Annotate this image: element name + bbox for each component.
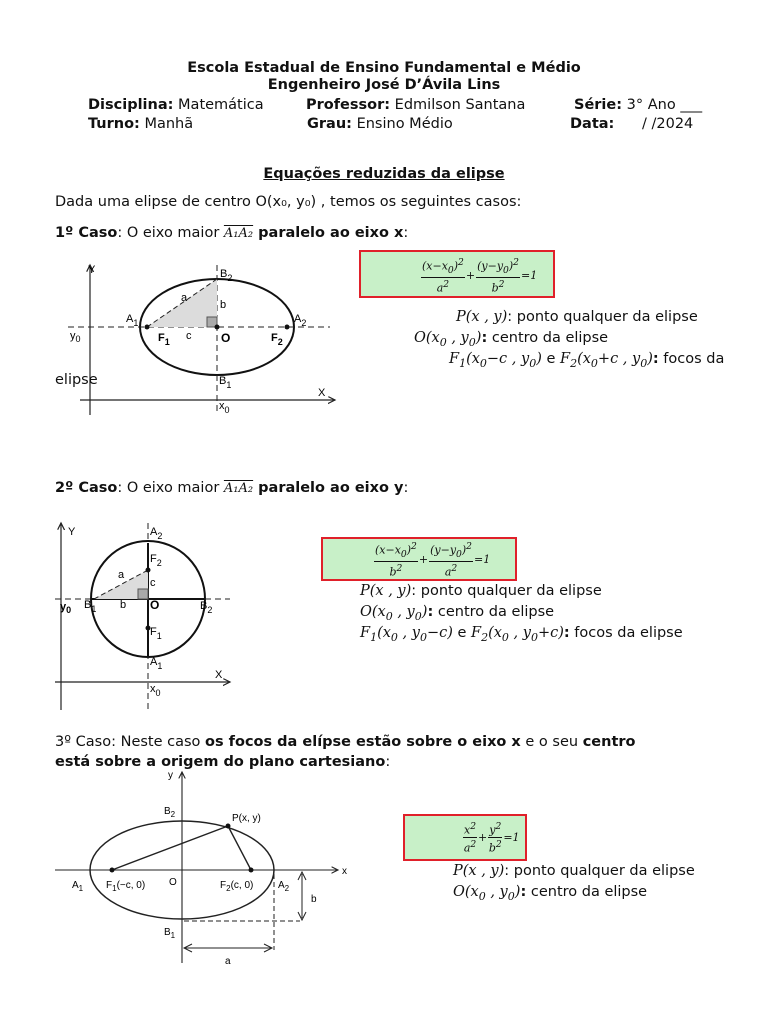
school-name: Escola Estadual de Ensino Fundamental e Médio [187,60,581,76]
case1-equation: $\frac{(x-x_0)^2}{a^2}$ + $\frac{(y-y_0)^2}{b^2}$ =1 [422,256,538,295]
case1-center-desc: $O(x_0$ , $y_0$): centro da elipse [414,330,609,349]
label-p: P(x, y) [232,813,261,824]
case2-foci-desc: $F_1(x_0$ , $y_0-c$) e $F_2(x_0$ , $y_0+c$): focos da elipse [360,625,683,644]
label-o: O [169,877,177,888]
case1-axis: A₁A₂ [223,226,254,241]
serie-value: 3° Ano ___ [626,97,703,113]
professor-value: Edmilson Santana [394,97,526,113]
case3-center-desc: $O(x_0$ , $y_0$): centro da elipse [453,884,648,903]
intro-text: Dada uma elipse de centro O(x₀, y₀) , temos os seguintes casos: [55,194,522,210]
case3-heading: 3º Caso: Neste caso os focos da elípse estão sobre o eixo x e o seu centro [55,734,636,750]
label-b: b [120,599,127,611]
case3-heading-line2: está sobre a origem do plano cartesiano: [55,754,391,770]
case2-heading [55,480,408,496]
professor-field [306,97,525,113]
label-o: O [221,331,231,345]
label-a1: $A_1$ [72,880,84,893]
disciplina-value: Matemática [178,97,264,113]
label-b1: $B_1$ [84,599,97,614]
label-y: Y [88,264,96,276]
disciplina-field [88,97,264,113]
case2-axis: A₁A₂ [223,481,254,496]
label-y: Y [68,526,76,538]
case3-point-desc: P(x , y): ponto qualquer da elipse [453,863,695,879]
case2-point-desc: P(x , y): ponto qualquer da elipse [360,583,602,599]
focus-f2 [146,568,151,573]
turno-value: Manhã [144,116,194,132]
title-text: Equações reduzidas da elipse [263,166,505,182]
focus-f2 [249,868,254,873]
serie-label: Série: [574,97,623,113]
label-f2: $F_2(c$, 0) [220,880,254,893]
label-b: b [220,299,227,311]
grau-value: Ensino Médio [356,116,453,132]
label-a2: $A_2$ [278,880,290,893]
label-c: c [150,577,156,589]
case1-parallel: paralelo ao eixo x [253,225,404,241]
case1-label: 1º Caso [55,225,118,241]
case1-point-desc: P(x , y): ponto qualquer da elipse [456,309,698,325]
turno-field [88,116,193,132]
grau-field [307,116,453,132]
label-f1: $F_1$ [158,332,170,347]
case1-text: : O eixo maior [117,225,224,241]
page-title [0,166,768,182]
case2-ellipse-diagram [52,515,242,715]
label-f1: $F_1(-c$, 0) [106,880,146,893]
data-value: / /2024 [642,116,694,132]
label-y0: $y_0$ [70,330,81,344]
label-b: b [311,894,317,905]
label-f2: $F_2$ [150,553,162,568]
label-a: a [118,569,125,581]
label-b1: $B_1$ [164,927,176,940]
label-a2: $A_2$ [294,313,307,328]
label-b2: $B_2$ [200,600,213,615]
label-b2: $B_2$ [220,268,233,283]
turno-label: Turno: [88,116,140,132]
professor-label: Professor: [306,97,391,113]
focus-f1 [145,325,150,330]
data-label: Data: [570,116,615,132]
case1-heading [55,225,408,241]
label-b1: $B_1$ [219,375,232,390]
serie-field [574,97,702,113]
label-a2: $A_2$ [150,526,163,541]
case2-equation: $\frac{(x-x_0)^2}{b^2}$ + $\frac{(y-y_0)^2}{a^2}$ =1 [375,540,491,579]
case2-parallel: paralelo ao eixo y [253,480,404,496]
label-x: x [342,866,347,877]
case2-center-desc: $O(x_0$ , $y_0$): centro da elipse [360,604,555,623]
case2-colon: : [403,480,409,496]
point-p [226,824,231,829]
case1-colon: : [403,225,409,241]
case1-foci-wrap: elipse [55,372,98,388]
label-a1: $A_1$ [126,313,139,328]
center-o [215,325,220,330]
right-angle-marker [138,589,148,599]
label-y: y [168,770,173,781]
label-x0: $x_0$ [219,400,230,415]
label-o: O [150,598,160,612]
school-name-line2: Engenheiro José D’Ávila Lins [267,77,501,93]
label-f2: $F_2$ [271,332,283,347]
case2-text: : O eixo maior [117,480,224,496]
data-field [570,116,693,132]
disciplina-label: Disciplina: [88,97,174,113]
label-c: c [186,330,192,342]
case3-equation: $\frac{x^2}{a^2}$ + $\frac{y^2}{b^2}$ =1 [463,820,520,855]
case1-ellipse-diagram [60,255,350,425]
case1-foci-desc: $F_1(x_0-c$ , $y_0$) e $F_2(x_0+c$ , $y_0$): focos da [449,351,725,370]
label-a: a [181,292,188,304]
label-y0: $y_0$ [60,601,72,615]
label-b2: $B_2$ [164,806,176,819]
case2-label: 2º Caso [55,480,118,496]
label-f1: $F_1$ [150,626,162,641]
label-a1: $A_1$ [150,656,163,671]
grau-label: Grau: [307,116,352,132]
label-x: X [318,387,326,399]
label-x: X [215,669,223,681]
focus-f1 [110,868,115,873]
label-x0: $x_0$ [150,683,161,698]
label-a: a [225,956,231,967]
focus-f2 [285,325,290,330]
case3-ellipse-diagram [52,768,357,968]
